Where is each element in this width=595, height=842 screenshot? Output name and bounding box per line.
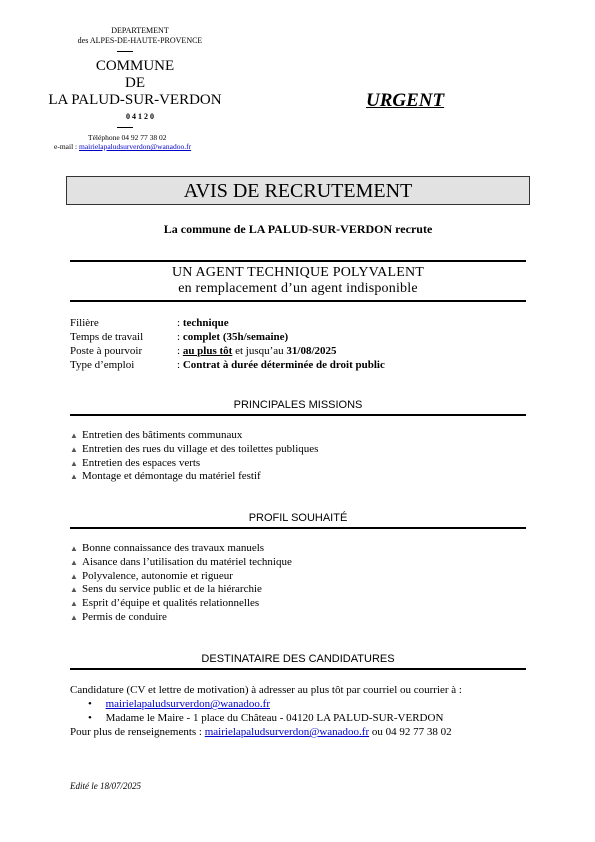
candidature-email-link[interactable]: mairielapaludsurverdon@wanadoo.fr xyxy=(105,698,270,710)
mission-text: Entretien des rues du village et des toilettes publiques xyxy=(82,442,319,455)
email-line xyxy=(54,142,191,151)
list-item xyxy=(70,542,292,556)
detail-value: complet (35h/semaine) xyxy=(182,331,289,343)
profile-text: Esprit d’équipe et qualités relationnelles xyxy=(82,597,260,610)
job-rule-top xyxy=(70,260,526,262)
info-prefix: Pour plus de renseignements : xyxy=(70,726,205,738)
bullet-dot-icon: • xyxy=(88,698,92,710)
list-item xyxy=(70,611,292,625)
urgent-label: URGENT xyxy=(366,90,445,111)
profile-heading: PROFIL SOUHAITÉ xyxy=(248,512,348,524)
profile-text: Sens du service public et de la hiérarchie xyxy=(82,583,262,596)
postcode: 0 4 1 2 0 xyxy=(126,112,154,121)
detail-connector: et jusqu’au xyxy=(232,345,287,357)
list-item xyxy=(70,556,292,570)
triangle-bullet-icon: ▲ xyxy=(70,571,78,581)
detail-label: Temps de travail xyxy=(70,331,144,343)
missions-list xyxy=(70,429,318,484)
profile-list xyxy=(70,542,292,625)
profile-rule xyxy=(70,527,526,529)
job-title: UN AGENT TECHNIQUE POLYVALENT xyxy=(171,265,425,280)
profile-text: Aisance dans l’utilisation du matériel technique xyxy=(82,555,292,568)
detail-value-underlined: au plus tôt xyxy=(182,345,233,357)
detail-label: Filière xyxy=(70,317,99,329)
bullet-dot-icon: • xyxy=(88,712,92,724)
header-divider xyxy=(117,51,133,52)
edit-date: Edité le 18/07/2025 xyxy=(70,781,141,791)
triangle-bullet-icon: ▲ xyxy=(70,431,78,440)
list-item xyxy=(70,429,318,443)
header-divider-2 xyxy=(117,127,133,128)
job-subtitle: en remplacement d’un agent indisponible xyxy=(178,281,418,296)
detail-row-type: Type d’emploi : Contrat à durée déterminée de droit public xyxy=(70,359,385,371)
mission-text: Entretien des espaces verts xyxy=(82,456,201,469)
email-label: e-mail : xyxy=(54,142,78,151)
telephone: Téléphone 04 92 77 38 02 xyxy=(88,133,167,142)
detail-value: Contrat à durée déterminée de droit public xyxy=(182,359,385,371)
list-item xyxy=(70,570,292,584)
header-email-link[interactable]: mairielapaludsurverdon@wanadoo.fr xyxy=(79,142,192,151)
candidatures-intro: Candidature (CV et lettre de motivation) à adresser au plus tôt par courriel ou courrier à : xyxy=(70,684,462,696)
detail-label: Type d’emploi xyxy=(70,359,135,371)
mission-text: Montage et démontage du matériel festif xyxy=(82,470,261,483)
triangle-bullet-icon: ▲ xyxy=(70,585,78,595)
detail-row-filiere: Filière : technique xyxy=(70,317,229,329)
department-heading xyxy=(40,26,240,46)
list-item xyxy=(70,583,292,597)
missions-heading: PRINCIPALES MISSIONS xyxy=(233,399,363,411)
info-phone: ou 04 92 77 38 02 xyxy=(369,726,452,738)
mail-address: Madame le Maire - 1 place du Château - 04120 LA PALUD-SUR-VERDON xyxy=(105,712,444,724)
commune-line2: DE xyxy=(125,75,145,91)
profile-text: Polyvalence, autonomie et rigueur xyxy=(82,569,233,582)
candidatures-rule xyxy=(70,668,526,670)
triangle-bullet-icon: ▲ xyxy=(70,472,78,482)
triangle-bullet-icon: ▲ xyxy=(70,444,78,454)
info-line xyxy=(70,726,452,738)
list-item xyxy=(70,443,318,457)
profile-text: Bonne connaissance des travaux manuels xyxy=(82,542,265,554)
candidature-bullet-address xyxy=(88,712,443,724)
subtitle: La commune de LA PALUD-SUR-VERDON recrute xyxy=(163,222,433,236)
title-box xyxy=(66,176,530,205)
triangle-bullet-icon: ▲ xyxy=(70,557,78,567)
mission-text: Entretien des bâtiments communaux xyxy=(82,429,243,441)
commune-line3: LA PALUD-SUR-VERDON xyxy=(48,92,222,108)
commune-name xyxy=(20,58,250,109)
detail-label: Poste à pourvoir xyxy=(70,345,143,357)
page-title: AVIS DE RECRUTEMENT xyxy=(183,180,413,202)
profile-text: Permis de conduire xyxy=(82,610,167,623)
commune-line1: COMMUNE xyxy=(95,58,175,74)
department-name: des ALPES-DE-HAUTE-PROVENCE xyxy=(77,36,203,45)
job-block xyxy=(70,265,526,297)
list-item xyxy=(70,457,318,471)
detail-row-poste: Poste à pourvoir : au plus tôt et jusqu’au 31/08/2025 xyxy=(70,345,337,357)
detail-row-temps: Temps de travail : complet (35h/semaine) xyxy=(70,331,289,343)
triangle-bullet-icon: ▲ xyxy=(70,599,78,609)
candidatures-heading: DESTINATAIRE DES CANDIDATURES xyxy=(201,653,395,665)
list-item xyxy=(70,597,292,611)
missions-rule xyxy=(70,414,526,416)
list-item xyxy=(70,470,318,484)
triangle-bullet-icon: ▲ xyxy=(70,544,78,553)
detail-value-date: 31/08/2025 xyxy=(286,345,337,357)
job-rule-bottom xyxy=(70,300,526,302)
candidature-bullet-email xyxy=(88,698,270,710)
department-label: DEPARTEMENT xyxy=(111,26,169,35)
triangle-bullet-icon: ▲ xyxy=(70,458,78,468)
info-email-link[interactable]: mairielapaludsurverdon@wanadoo.fr xyxy=(204,726,370,738)
detail-value: technique xyxy=(182,317,229,329)
triangle-bullet-icon: ▲ xyxy=(70,612,78,622)
